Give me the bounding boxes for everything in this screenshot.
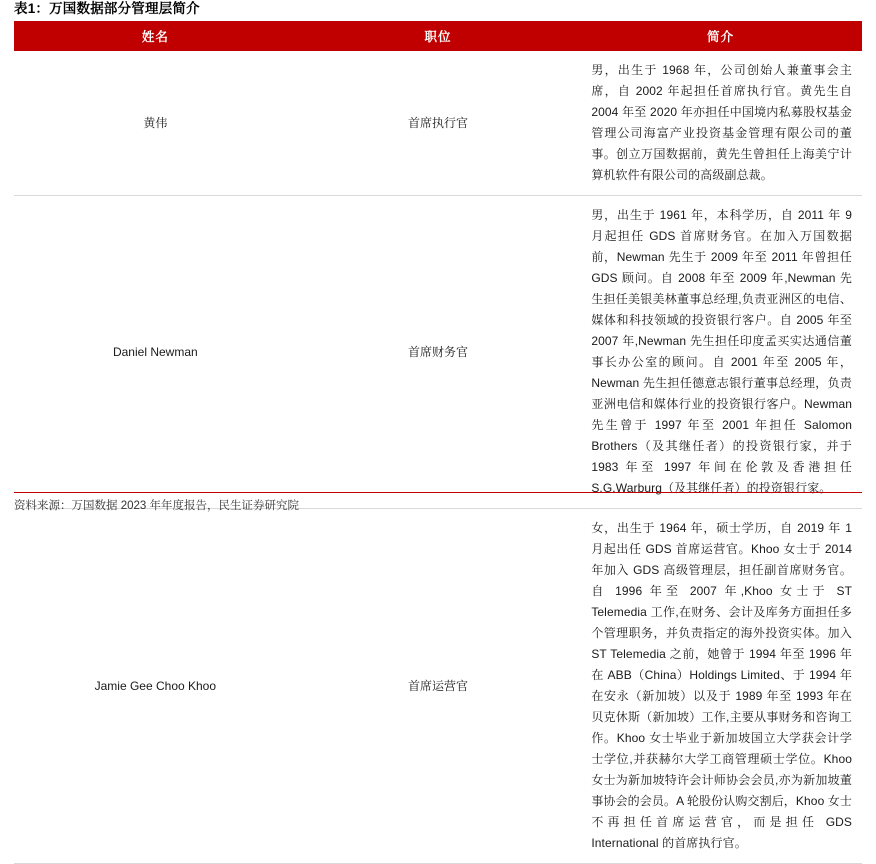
cell-intro: 男，出生于 1961 年，本科学历，自 2011 年 9 月起担任 GDS 首席财务官。在加入万国数据前，Newman 先生于 2009 年至 2011 年曾担任 GDS 顾问。自 2008 年至 2009 年,Newman 先生担任美银美林董事总经理,负责亚洲区的电信、媒体和科技领域的投资银行客户。自 2005 年至 2007 年,Newman 先生担任印度孟买实达通信董事长办公室的顾问。自 2001 年至 2005 年，Newman 先生担任德意志银行董事总经理，负责亚洲电信和媒体行业的投资银行客户。Newman 先生曾于 1997 年至 2001 年担任 Salomon Brothers（及其继任者）的投资银行家，并于 1983 年至 1997 年间在伦敦及香港担任 S.G.Warburg（及其继任者）的投资银行家。 xyxy=(579,196,862,509)
cell-name: 黄伟 xyxy=(14,51,297,196)
table-row xyxy=(14,51,862,196)
cell-name: Daniel Newman xyxy=(14,196,297,509)
cell-intro: 女，出生于 1964 年，硕士学历，自 2019 年 1 月起出任 GDS 首席运营官。Khoo 女士于 2014 年加入 GDS 高级管理层，担任副首席财务官。自 1996 年至 2007 年,Khoo 女士于 ST Telemedia 工作,在财务、会计及库务方面担任多个管理职务，并负责指定的海外投资实体。加入 ST Telemedia 之前，她曾于 1994 年至 1996 年在 ABB（China）Holdings Limited、于 1994 年在安永（新加坡）以及于 1989 年至 1993 年在贝克休斯（新加坡）工作,主要从事财务和咨询工作。Khoo 女士毕业于新加坡国立大学获会计学士学位,并获赫尔大学工商管理硕士学位。Khoo 女士为新加坡特许会计师协会会员,亦为新加坡董事协会的会员。A 轮股份认购交割后，Khoo 女士不再担任首席运营官，而是担任 GDS International 的首席执行官。 xyxy=(579,509,862,864)
table-title: 表1：万国数据部分管理层简介 xyxy=(14,1,200,16)
column-header-intro: 简介 xyxy=(579,21,862,51)
cell-name: Jamie Gee Choo Khoo xyxy=(14,509,297,864)
cell-position: 首席财务官 xyxy=(297,196,580,509)
column-header-position: 职位 xyxy=(297,21,580,51)
management-table xyxy=(14,21,862,864)
table-header xyxy=(14,21,862,51)
cell-position: 首席执行官 xyxy=(297,51,580,196)
column-header-name: 姓名 xyxy=(14,21,297,51)
table-body xyxy=(14,51,862,864)
table-row xyxy=(14,509,862,864)
cell-position: 首席运营官 xyxy=(297,509,580,864)
table-header-row xyxy=(14,21,862,51)
cell-intro: 男，出生于 1968 年，公司创始人兼董事会主席，自 2002 年起担任首席执行官。黄先生自 2004 年至 2020 年亦担任中国境内私募股权基金管理公司海富产业投资基金管理有限公司的董事。创立万国数据前，黄先生曾担任上海美宁计算机软件有限公司的高级副总裁。 xyxy=(579,51,862,196)
source-note: 资料来源：万国数据 2023 年年度报告，民生证券研究院 xyxy=(14,492,862,514)
table-row xyxy=(14,196,862,509)
